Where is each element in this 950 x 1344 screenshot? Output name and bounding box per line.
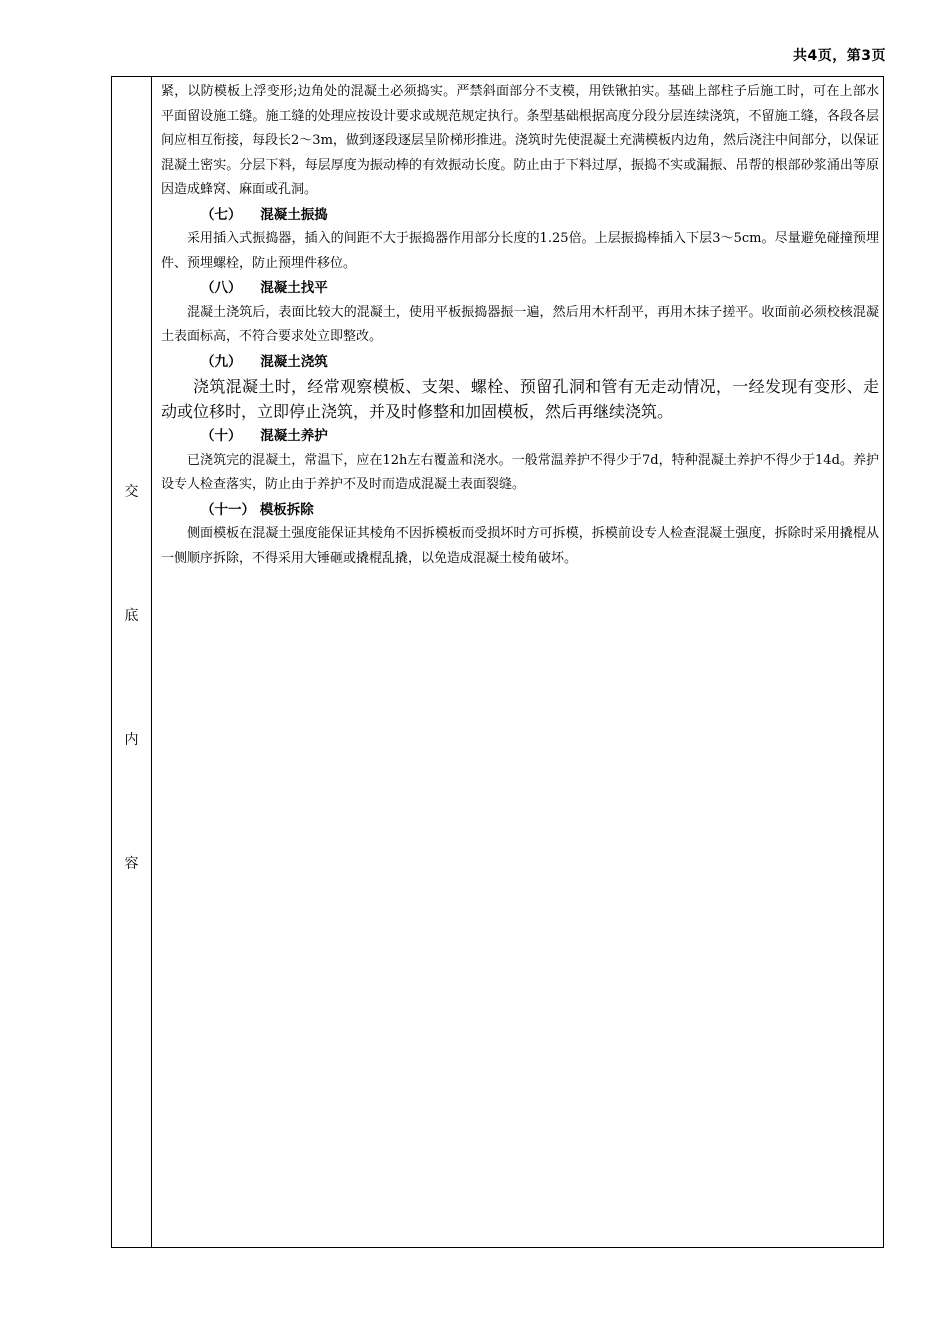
disclosure-content bbox=[161, 80, 879, 571]
paragraph-10: 已浇筑完的混凝土，常温下，应在12h左右覆盖和浇水。一般常温养护不得少于7d，特种混凝土养护不得少于14d。养护设专人检查落实，防止由于养护不及时而造成混凝土表面裂缝。 bbox=[161, 452, 879, 492]
label-char-4: 容 bbox=[124, 856, 139, 872]
label-char-1: 交 bbox=[124, 484, 139, 500]
section-heading-11: （十一） 模板拆除 bbox=[201, 501, 314, 518]
paragraph-11: 侧面模板在混凝土强度能保证其棱角不因拆模板而受损坏时方可拆模，拆模前设专人检查混凝土强度，拆除时采用撬棍从一侧顺序拆除，不得采用大锤砸或撬棍乱撬，以免造成混凝土棱角破坏。 bbox=[161, 526, 879, 566]
label-char-2: 底 bbox=[124, 608, 139, 624]
label-char-3: 内 bbox=[124, 732, 139, 748]
paragraph-9: 浇筑混凝土时，经常观察模板、支架、螺栓、预留孔洞和管有无走动情况，一经发现有变形、走动或位移时，立即停止浇筑，并及时修整和加固模板，然后再继续浇筑。 bbox=[161, 377, 879, 421]
section-heading-9: （九） 混凝土浇筑 bbox=[201, 353, 328, 370]
paragraph-8: 混凝土浇筑后，表面比较大的混凝土，使用平板振捣器振一遍，然后用木杆刮平，再用木抹子搓平。收面前必须校核混凝土表面标高，不符合要求处立即整改。 bbox=[161, 304, 879, 344]
section-heading-10: （十） 混凝土养护 bbox=[201, 428, 328, 444]
paragraph-intro: 紧，以防模板上浮变形;边角处的混凝土必须捣实。严禁斜面部分不支模，用铁锹拍实。基础上部柱子后施工时，可在上部水平面留设施工缝。施工缝的处理应按设计要求或规范规定执行。条型基础根据高度分段分层连续浇筑，不留施工缝，各段各层间应相互衔接，每段长2～3m，做到逐段逐层呈阶梯形推进。浇筑时先使混凝土充满模板内边角，然后浇注中间部分，以保证混凝土密实。分层下料，每层厚度为振动棒的有效振动长度。防止由于下料过厚，振捣不实或漏振、吊帮的根部砂浆涌出等原因造成蜂窝、麻面或孔洞。 bbox=[161, 84, 879, 197]
section-heading-7: （七） 混凝土振捣 bbox=[201, 206, 328, 223]
left-label-column bbox=[112, 77, 152, 1247]
page-number: 共4页，第3页 bbox=[793, 48, 886, 64]
disclosure-table bbox=[111, 76, 884, 1248]
section-heading-8: （八） 混凝土找平 bbox=[201, 280, 328, 296]
paragraph-7: 采用插入式振捣器，插入的间距不大于振捣器作用部分长度的1.25倍。上层振捣棒插入下层3～5cm。尽量避免碰撞预埋件、预埋螺栓，防止预埋件移位。 bbox=[161, 231, 879, 271]
